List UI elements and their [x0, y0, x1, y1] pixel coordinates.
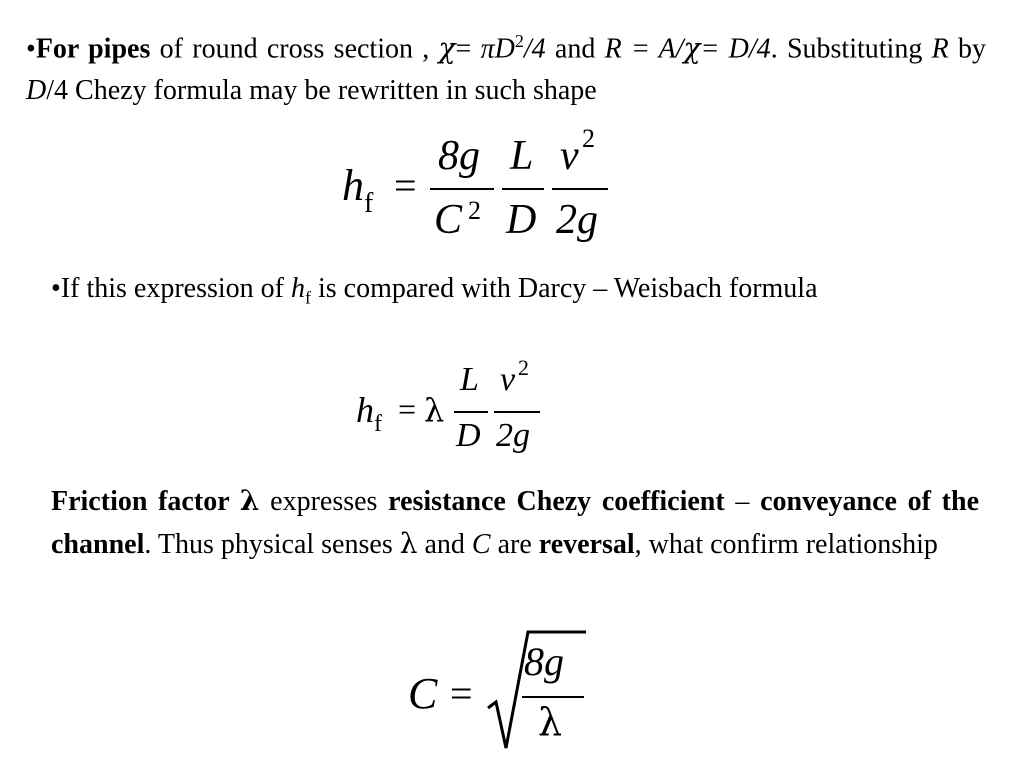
text: –: [724, 486, 761, 517]
bullet: •: [26, 33, 36, 65]
chi-symbol: χ: [683, 31, 701, 65]
bold-reversal: reversal: [538, 529, 635, 560]
text: If this expression of: [60, 273, 291, 304]
eq-den-d: D: [456, 417, 481, 454]
fraction-bar: [454, 411, 488, 413]
text: /4: [523, 33, 546, 65]
equation-darcy-weisbach: [350, 355, 570, 475]
eq-equals: =: [450, 671, 473, 716]
bold-resistance: resistance Chezy coefficient: [388, 486, 725, 517]
text: and: [545, 33, 605, 65]
text: =: [455, 33, 481, 65]
superscript: 2: [514, 31, 524, 51]
eq-equals: =: [394, 163, 417, 208]
text: . Thus physical senses: [144, 529, 400, 560]
paragraph-pipes: [26, 20, 986, 112]
eq-sub-f: f: [364, 188, 374, 219]
text: = D/4: [700, 33, 771, 65]
r-equation: R = A/: [604, 33, 684, 65]
text: of round cross section ,: [150, 33, 439, 65]
eq-den-2g: 2g: [496, 417, 530, 454]
fraction-bar: [502, 188, 544, 190]
var-d: D: [26, 75, 47, 107]
eq-equals: =: [398, 391, 417, 427]
bold-friction-factor: Friction factor: [51, 486, 240, 517]
text: by: [948, 33, 986, 65]
subscript: f: [305, 287, 311, 308]
paragraph-darcy-compare: [51, 268, 979, 319]
eq-den-c: C: [434, 197, 463, 243]
eq-num-v: v: [560, 133, 579, 179]
text: are: [490, 529, 539, 560]
var-h: h: [291, 273, 305, 304]
eq-den-2g: 2g: [556, 197, 598, 243]
var-c: C: [471, 529, 491, 560]
fraction-bar: [494, 411, 540, 413]
text: , what confirm relationship: [634, 529, 938, 560]
eq-num-v: v: [500, 361, 516, 398]
eq-h: h: [342, 161, 364, 210]
eq-num-8g: 8g: [524, 639, 564, 684]
text: is compared with Darcy – Weisbach formula: [311, 273, 818, 304]
eq-den-sup: 2: [468, 196, 481, 225]
eq-num-8g: 8g: [438, 133, 480, 179]
text: /4 Chezy formula may be rewritten in such shape: [46, 75, 597, 107]
eq-c: C: [408, 669, 438, 718]
equation-chezy-head-loss: [330, 118, 630, 268]
eq-den-d: D: [506, 197, 537, 243]
text: and: [417, 529, 472, 560]
lambda-symbol: λ: [239, 484, 260, 517]
fraction-bar: [552, 188, 608, 190]
eq-num-l: L: [460, 361, 479, 398]
eq-lambda: λ: [424, 391, 445, 429]
eq-num-l: L: [510, 133, 534, 179]
eq-num-sup: 2: [582, 124, 595, 153]
lambda-symbol: λ: [399, 527, 418, 560]
eq-num-sup: 2: [518, 355, 529, 380]
text: expresses: [259, 486, 389, 517]
chi-symbol: χ: [438, 31, 456, 65]
bullet: •: [51, 273, 61, 304]
eq-h: h: [356, 390, 374, 430]
pi-d: πD: [480, 33, 515, 65]
eq-sub-f: f: [374, 411, 382, 437]
bold-for-pipes: For pipes: [35, 33, 151, 65]
paragraph-friction-factor: [51, 480, 979, 566]
var-r: R: [931, 33, 949, 65]
equation-chezy-coefficient: [400, 620, 600, 760]
text: . Substituting: [770, 33, 932, 65]
fraction-bar: [430, 188, 494, 190]
bold-conveyance: conveyance of the channel: [51, 486, 980, 560]
fraction-bar: [522, 696, 584, 698]
eq-den-lambda: λ: [538, 700, 563, 744]
